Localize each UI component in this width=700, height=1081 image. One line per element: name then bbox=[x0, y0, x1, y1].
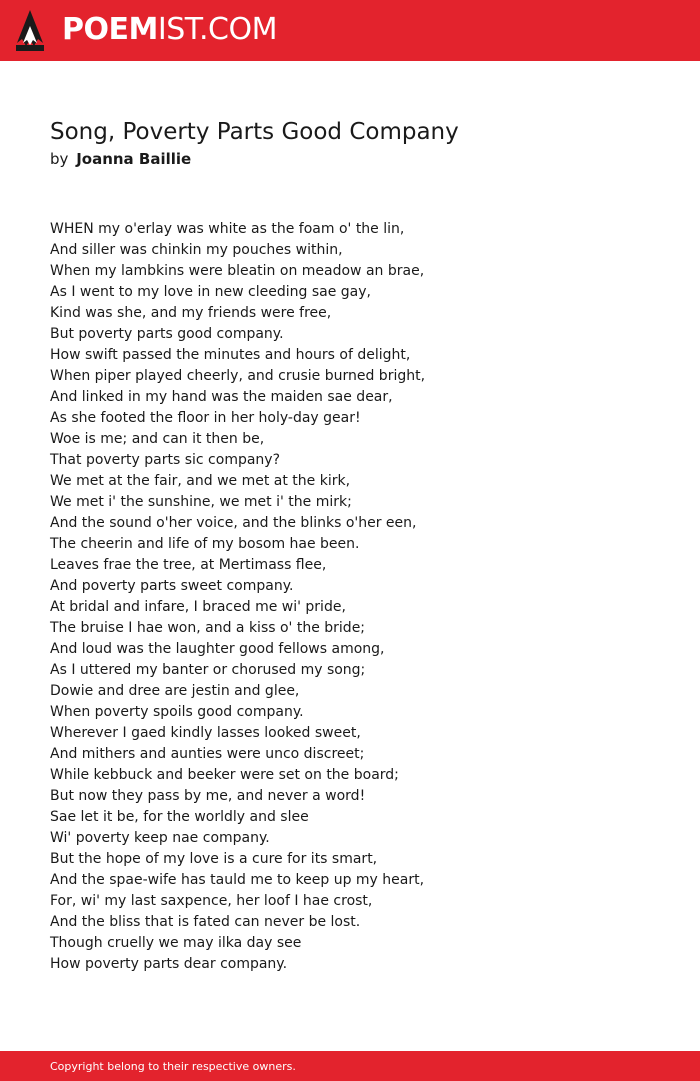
poem-line: At bridal and infare, I braced me wi' pride, bbox=[50, 599, 346, 615]
site-logo[interactable] bbox=[62, 11, 277, 49]
poem-line: And poverty parts sweet company. bbox=[50, 578, 294, 594]
poem-title: Song, Poverty Parts Good Company bbox=[50, 119, 459, 145]
by-label: by bbox=[50, 150, 69, 168]
author-name: Joanna Baillie bbox=[76, 150, 192, 168]
poem-line: But now they pass by me, and never a word! bbox=[50, 788, 366, 804]
poem-line: Wherever I gaed kindly lasses looked sweet, bbox=[50, 725, 361, 741]
poem-body bbox=[50, 219, 650, 975]
poem-line: As I went to my love in new cleeding sae gay, bbox=[50, 284, 371, 300]
poem-line: We met at the fair, and we met at the kirk, bbox=[50, 473, 351, 489]
poem-line: While kebbuck and beeker were set on the board; bbox=[50, 767, 399, 783]
poem-line: How poverty parts dear company. bbox=[50, 956, 288, 972]
poem-line: Leaves frae the tree, at Mertimass flee, bbox=[50, 557, 327, 573]
poem-line: Though cruelly we may ilka day see bbox=[50, 935, 302, 951]
poem-line: And the bliss that is fated can never be lost. bbox=[50, 914, 361, 930]
pencil-logo-icon[interactable] bbox=[16, 9, 44, 51]
logo-text-light: IST.COM bbox=[157, 12, 277, 47]
poem-line: For, wi' my last saxpence, her loof I hae crost, bbox=[50, 893, 373, 909]
poem-line: When piper played cheerly, and crusie burned bright, bbox=[50, 368, 426, 384]
poem-line: Wi' poverty keep nae company. bbox=[50, 830, 270, 846]
poem-line: When my lambkins were bleatin on meadow an brae, bbox=[50, 263, 425, 279]
poem-line: Kind was she, and my friends were free, bbox=[50, 305, 332, 321]
poem-line: As I uttered my banter or chorused my song; bbox=[50, 662, 366, 678]
poem-line: And linked in my hand was the maiden sae dear, bbox=[50, 389, 393, 405]
poem-line: We met i' the sunshine, we met i' the mirk; bbox=[50, 494, 352, 510]
poem-line: The bruise I hae won, and a kiss o' the bride; bbox=[50, 620, 366, 636]
poem-line: And the spae-wife has tauld me to keep up my heart, bbox=[50, 872, 425, 888]
poem-line: And mithers and aunties were unco discreet; bbox=[50, 746, 365, 762]
site-footer bbox=[0, 1051, 700, 1081]
poem-line: And siller was chinkin my pouches within, bbox=[50, 242, 343, 258]
poem-line: Sae let it be, for the worldly and slee bbox=[50, 809, 309, 825]
poem-line: But poverty parts good company. bbox=[50, 326, 284, 342]
poem-line: Woe is me; and can it then be, bbox=[50, 431, 265, 447]
poem-line: When poverty spoils good company. bbox=[50, 704, 304, 720]
poem-line: And loud was the laughter good fellows among, bbox=[50, 641, 385, 657]
poem-line: And the sound o'her voice, and the blinks o'her een, bbox=[50, 515, 417, 531]
poem-line: Dowie and dree are jestin and glee, bbox=[50, 683, 300, 699]
site-header bbox=[0, 0, 700, 61]
poem-line: WHEN my o'erlay was white as the foam o' the lin, bbox=[50, 221, 405, 237]
poem-line: How swift passed the minutes and hours of delight, bbox=[50, 347, 411, 363]
logo-text-bold: POEM bbox=[62, 12, 158, 47]
poem-line: As she footed the floor in her holy-day gear! bbox=[50, 410, 361, 426]
byline bbox=[50, 149, 191, 169]
poem-line: But the hope of my love is a cure for its smart, bbox=[50, 851, 378, 867]
poem-line: The cheerin and life of my bosom hae been. bbox=[50, 536, 360, 552]
poem-line: That poverty parts sic company? bbox=[50, 452, 281, 468]
copyright-notice: Copyright belong to their respective owners. bbox=[50, 1060, 296, 1073]
